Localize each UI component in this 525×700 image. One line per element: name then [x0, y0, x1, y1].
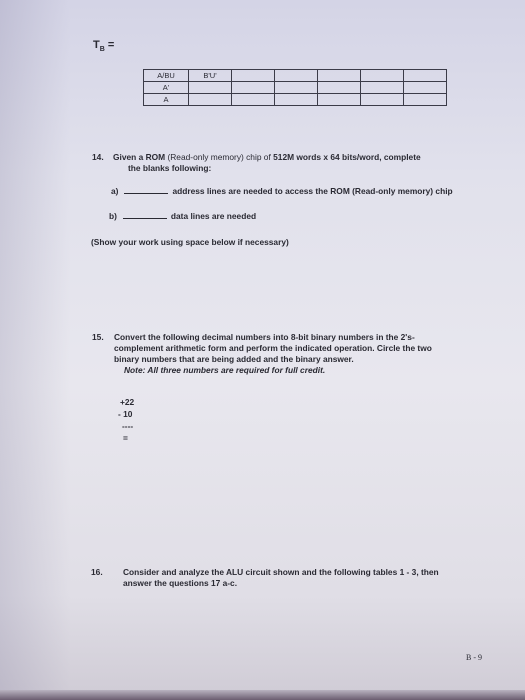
q14-line2: the blanks following: — [128, 163, 212, 173]
kmap-row — [144, 82, 447, 94]
kmap-cell[interactable] — [404, 94, 447, 106]
kmap-cell — [232, 70, 275, 82]
kmap-cell — [318, 70, 361, 82]
kmap-cell[interactable] — [189, 82, 232, 94]
kmap-cell[interactable] — [361, 94, 404, 106]
q14-number: 14. — [92, 152, 104, 162]
kmap-cell: A' — [144, 82, 189, 94]
kmap-cell[interactable] — [189, 94, 232, 106]
kmap-row — [144, 94, 447, 106]
q15-value-1: +22 — [120, 397, 135, 407]
kmap-cell: A/BU — [144, 70, 189, 82]
desk-surface — [0, 690, 525, 700]
kmap-cell[interactable] — [361, 82, 404, 94]
q16-line1: Consider and analyze the ALU circuit shown and the following tables 1 - 3, then — [123, 567, 439, 577]
q16-line2: answer the questions 17 a-c. — [123, 578, 238, 588]
q15-value-2: - 10 — [118, 409, 133, 419]
kmap-header-row — [144, 70, 447, 82]
q15-number: 15. — [92, 332, 104, 342]
q15-line1: Convert the following decimal numbers into 8-bit binary numbers in the 2's- — [114, 332, 415, 342]
kmap-cell — [404, 70, 447, 82]
q16-number: 16. — [91, 567, 103, 577]
q15-dashes: ---- — [122, 421, 134, 431]
kmap-cell[interactable] — [318, 94, 361, 106]
q14-part-a: a) address lines are needed to access the ROM (Read-only memory) chip — [111, 186, 453, 196]
kmap-cell[interactable] — [404, 82, 447, 94]
page-number: B - 9 — [466, 653, 482, 662]
q14-part-b: b) data lines are needed — [109, 211, 257, 221]
kmap-cell — [275, 70, 318, 82]
kmap-cell[interactable] — [318, 82, 361, 94]
q15-line3: binary numbers that are being added and the binary answer. — [114, 354, 354, 364]
answer-blank-b[interactable] — [123, 210, 167, 219]
q15-equals: = — [123, 433, 128, 443]
q15-note: Note: All three numbers are required for full credit. — [124, 365, 326, 375]
q14-line1: Given a ROM (Read-only memory) chip of 512M words x 64 bits/word, complete — [113, 152, 421, 162]
q15-line2: complement arithmetic form and perform the indicated operation. Circle the two — [114, 343, 432, 353]
kmap-cell[interactable] — [232, 82, 275, 94]
karnaugh-map-table — [143, 69, 447, 106]
kmap-cell[interactable] — [275, 82, 318, 94]
kmap-cell: A — [144, 94, 189, 106]
tb-heading: $T_B$ = — [93, 39, 115, 54]
kmap-cell[interactable] — [232, 94, 275, 106]
kmap-cell — [361, 70, 404, 82]
kmap-cell[interactable] — [275, 94, 318, 106]
page-shadow — [0, 0, 70, 700]
kmap-cell: B'U' — [189, 70, 232, 82]
answer-blank-a[interactable] — [124, 185, 168, 194]
q14-note: (Show your work using space below if necessary) — [91, 237, 289, 247]
